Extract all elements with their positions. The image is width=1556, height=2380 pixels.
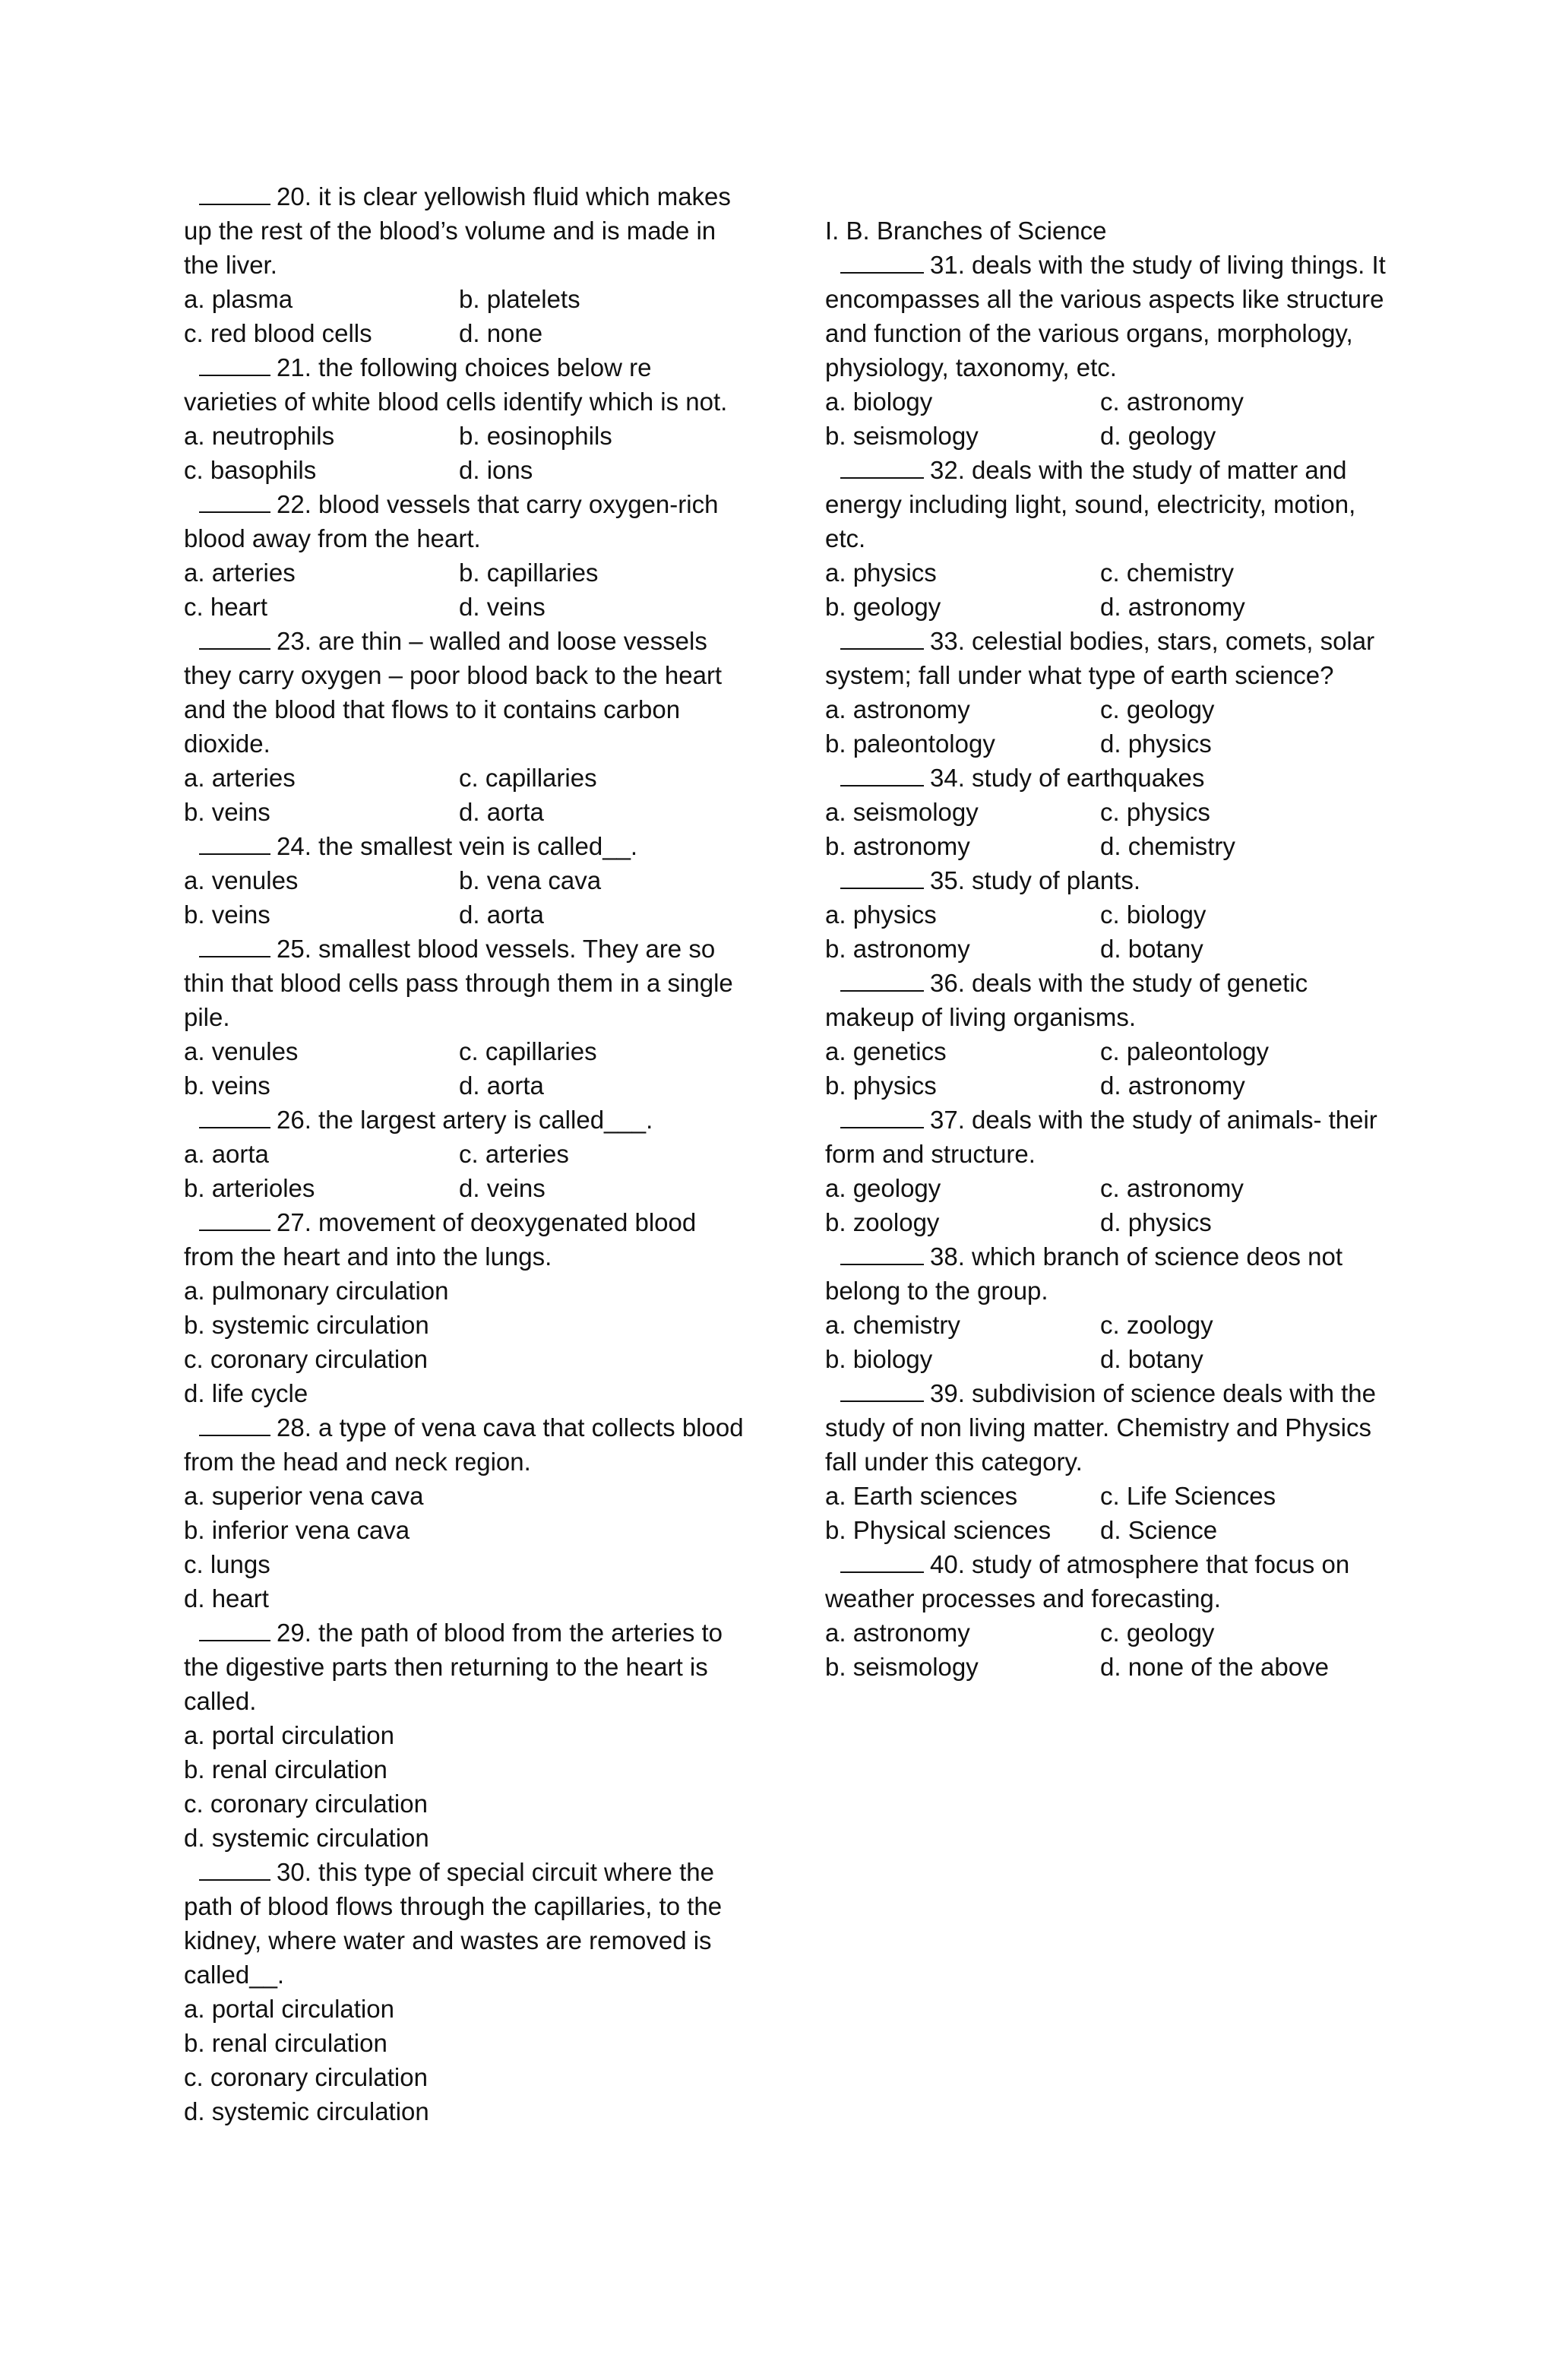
option: a. geology xyxy=(825,1174,941,1202)
question-stem: 39. subdivision of science deals with the study of non living matter. Chemistry and Physics fall under this category. xyxy=(825,1379,1377,1476)
question-39 xyxy=(825,1376,1387,1547)
question-33 xyxy=(825,624,1387,761)
option: c. Life Sciences xyxy=(1100,1482,1276,1510)
options-grid xyxy=(825,1616,1387,1684)
option: b. renal circulation xyxy=(184,2029,387,2057)
option: d. life cycle xyxy=(184,1379,308,1407)
option: d. botany xyxy=(1100,1345,1203,1373)
option: a. astronomy xyxy=(825,695,970,723)
option: a. physics xyxy=(825,559,937,587)
question-40 xyxy=(825,1547,1387,1684)
option: b. eosinophils xyxy=(459,422,612,450)
question-37 xyxy=(825,1103,1387,1239)
question-stem: 26. the largest artery is called___. xyxy=(277,1106,653,1134)
option: a. genetics xyxy=(825,1037,947,1065)
question-30 xyxy=(184,1855,746,2128)
question-stem: 36. deals with the study of genetic makeup of living organisms. xyxy=(825,969,1308,1031)
options-grid xyxy=(825,385,1387,453)
option: c. capillaries xyxy=(459,764,597,792)
option: a. neutrophils xyxy=(184,422,335,450)
options-list xyxy=(184,1718,746,1855)
question-36 xyxy=(825,966,1387,1103)
options-grid xyxy=(825,795,1387,863)
option: d. none xyxy=(459,319,543,347)
option: b. inferior vena cava xyxy=(184,1516,410,1544)
option: a. superior vena cava xyxy=(184,1482,424,1510)
answer-blank[interactable] xyxy=(199,1104,270,1128)
option: d. physics xyxy=(1100,730,1212,758)
option: d. ions xyxy=(459,456,533,484)
question-stem: 22. blood vessels that carry oxygen-rich blood away from the heart. xyxy=(184,490,719,552)
options-grid xyxy=(184,555,746,624)
question-35 xyxy=(825,863,1387,966)
option: a. venules xyxy=(184,1037,299,1065)
option: d. astronomy xyxy=(1100,593,1245,621)
option: a. arteries xyxy=(184,764,296,792)
option: a. biology xyxy=(825,388,933,416)
question-stem: 40. study of atmosphere that focus on weather processes and forecasting. xyxy=(825,1550,1350,1613)
option: b. geology xyxy=(825,593,941,621)
option: c. astronomy xyxy=(1100,1174,1244,1202)
question-stem: 30. this type of special circuit where the path of blood flows through the capillaries, to the kidney, where water and wastes are removed is called__. xyxy=(184,1858,723,1989)
question-32 xyxy=(825,453,1387,624)
option: c. capillaries xyxy=(459,1037,597,1065)
answer-blank[interactable] xyxy=(199,625,270,650)
option: b. vena cava xyxy=(459,866,602,894)
option: a. portal circulation xyxy=(184,1995,394,2023)
left-column xyxy=(184,179,746,2128)
option: d. veins xyxy=(459,1174,546,1202)
options-grid xyxy=(825,1479,1387,1547)
question-27 xyxy=(184,1205,746,1410)
option: a. plasma xyxy=(184,285,293,313)
options-grid xyxy=(825,692,1387,761)
option: a. portal circulation xyxy=(184,1721,394,1749)
option: d. aorta xyxy=(459,1071,544,1100)
question-stem: 24. the smallest vein is called__. xyxy=(277,832,638,860)
option: d. veins xyxy=(459,593,546,621)
section-title: I. B. Branches of Science xyxy=(825,217,1107,245)
option: b. physics xyxy=(825,1071,937,1100)
options-list xyxy=(184,1992,746,2128)
options-grid xyxy=(825,1171,1387,1239)
option: b. arterioles xyxy=(184,1174,315,1202)
option: d. aorta xyxy=(459,798,544,826)
right-column xyxy=(825,179,1387,1684)
option: b. biology xyxy=(825,1345,933,1373)
option: a. Earth sciences xyxy=(825,1482,1018,1510)
options-list xyxy=(184,1479,746,1616)
question-stem: 21. the following choices below re varieties of white blood cells identify which is not. xyxy=(184,353,728,416)
option: c. basophils xyxy=(184,456,317,484)
question-24 xyxy=(184,829,746,932)
question-stem: 23. are thin – walled and loose vessels they carry oxygen – poor blood back to the heart and the blood that flows to it contains carbon dioxide. xyxy=(184,627,723,758)
option: c. chemistry xyxy=(1100,559,1235,587)
option: c. astronomy xyxy=(1100,388,1244,416)
option: a. astronomy xyxy=(825,1619,970,1647)
question-stem: 31. deals with the study of living things. It encompasses all the various aspects like structure and function of the various organs, morphology, physiology, taxonomy, etc. xyxy=(825,251,1386,381)
question-21 xyxy=(184,350,746,487)
answer-blank[interactable] xyxy=(199,1856,270,1881)
option: b. veins xyxy=(184,1071,270,1100)
option: a. venules xyxy=(184,866,299,894)
question-stem: 37. deals with the study of animals- their form and structure. xyxy=(825,1106,1377,1168)
answer-blank[interactable] xyxy=(840,1549,924,1573)
answer-blank[interactable] xyxy=(199,1617,270,1641)
question-22 xyxy=(184,487,746,624)
options-grid xyxy=(184,1137,746,1205)
option: c. zoology xyxy=(1100,1311,1213,1339)
answer-blank[interactable] xyxy=(199,933,270,957)
question-28 xyxy=(184,1410,746,1616)
option: d. systemic circulation xyxy=(184,2097,429,2125)
answer-blank[interactable] xyxy=(199,489,270,513)
option: b. seismology xyxy=(825,1653,979,1681)
question-26 xyxy=(184,1103,746,1205)
answer-blank[interactable] xyxy=(199,181,270,205)
options-grid xyxy=(184,419,746,487)
question-31 xyxy=(825,248,1387,453)
options-grid xyxy=(184,863,746,932)
answer-blank[interactable] xyxy=(840,249,924,274)
options-list xyxy=(184,1274,746,1410)
option: a. chemistry xyxy=(825,1311,960,1339)
option: d. physics xyxy=(1100,1208,1212,1236)
answer-blank[interactable] xyxy=(840,454,924,479)
answer-blank[interactable] xyxy=(199,1207,270,1231)
option: d. aorta xyxy=(459,900,544,929)
option: a. arteries xyxy=(184,559,296,587)
option: a. pulmonary circulation xyxy=(184,1277,449,1305)
answer-blank[interactable] xyxy=(199,1412,270,1436)
option: b. veins xyxy=(184,900,270,929)
option: a. aorta xyxy=(184,1140,269,1168)
option: b. paleontology xyxy=(825,730,995,758)
option: c. arteries xyxy=(459,1140,569,1168)
answer-blank[interactable] xyxy=(840,1104,924,1128)
question-stem: 38. which branch of science deos not belong to the group. xyxy=(825,1242,1343,1305)
question-stem: 20. it is clear yellowish fluid which makes up the rest of the blood’s volume and is made in the liver. xyxy=(184,182,731,279)
option: d. astronomy xyxy=(1100,1071,1245,1100)
answer-blank[interactable] xyxy=(199,831,270,855)
option: d. botany xyxy=(1100,935,1203,963)
question-stem: 29. the path of blood from the arteries to the digestive parts then returning to the heart is called. xyxy=(184,1619,723,1715)
option: a. seismology xyxy=(825,798,979,826)
option: d. chemistry xyxy=(1100,832,1235,860)
question-stem: 25. smallest blood vessels. They are so thin that blood cells pass through them in a single pile. xyxy=(184,935,733,1031)
option: b. astronomy xyxy=(825,832,970,860)
option: b. Physical sciences xyxy=(825,1516,1052,1544)
option: b. systemic circulation xyxy=(184,1311,429,1339)
question-23 xyxy=(184,624,746,829)
options-grid xyxy=(184,761,746,829)
option: c. red blood cells xyxy=(184,319,372,347)
option: c. paleontology xyxy=(1100,1037,1269,1065)
question-34 xyxy=(825,761,1387,863)
question-stem: 33. celestial bodies, stars, comets, solar system; fall under what type of earth science? xyxy=(825,627,1375,689)
option: c. physics xyxy=(1100,798,1210,826)
options-grid xyxy=(184,1034,746,1103)
options-grid xyxy=(825,897,1387,966)
question-stem: 35. study of plants. xyxy=(930,866,1141,894)
answer-blank[interactable] xyxy=(840,1241,924,1265)
option: c. lungs xyxy=(184,1550,270,1578)
options-grid xyxy=(825,555,1387,624)
option: d. systemic circulation xyxy=(184,1824,429,1852)
options-grid xyxy=(184,282,746,350)
question-38 xyxy=(825,1239,1387,1376)
answer-blank[interactable] xyxy=(840,967,924,992)
option: d. geology xyxy=(1100,422,1216,450)
option: d. Science xyxy=(1100,1516,1218,1544)
answer-blank[interactable] xyxy=(199,352,270,376)
option: b. veins xyxy=(184,798,270,826)
option: d. heart xyxy=(184,1584,269,1613)
option: c. geology xyxy=(1100,1619,1215,1647)
question-stem: 28. a type of vena cava that collects blood from the head and neck region. xyxy=(184,1413,744,1476)
question-stem: 27. movement of deoxygenated blood from the heart and into the lungs. xyxy=(184,1208,697,1271)
answer-blank[interactable] xyxy=(840,1378,924,1402)
option: c. geology xyxy=(1100,695,1215,723)
options-grid xyxy=(825,1308,1387,1376)
option: b. capillaries xyxy=(459,559,599,587)
question-stem: 34. study of earthquakes xyxy=(930,764,1205,792)
option: b. seismology xyxy=(825,422,979,450)
option: c. biology xyxy=(1100,900,1207,929)
question-25 xyxy=(184,932,746,1103)
option: c. coronary circulation xyxy=(184,2063,428,2091)
option: a. physics xyxy=(825,900,937,929)
option: c. heart xyxy=(184,593,268,621)
answer-blank[interactable] xyxy=(840,762,924,786)
option: d. none of the above xyxy=(1100,1653,1329,1681)
question-stem: 32. deals with the study of matter and energy including light, sound, electricity, motion, etc. xyxy=(825,456,1356,552)
option: b. zoology xyxy=(825,1208,940,1236)
question-20 xyxy=(184,179,746,350)
option: b. renal circulation xyxy=(184,1755,387,1783)
option: c. coronary circulation xyxy=(184,1790,428,1818)
option: b. platelets xyxy=(459,285,580,313)
answer-blank[interactable] xyxy=(840,865,924,889)
option: c. coronary circulation xyxy=(184,1345,428,1373)
options-grid xyxy=(825,1034,1387,1103)
answer-blank[interactable] xyxy=(840,625,924,650)
question-29 xyxy=(184,1616,746,1855)
option: b. astronomy xyxy=(825,935,970,963)
